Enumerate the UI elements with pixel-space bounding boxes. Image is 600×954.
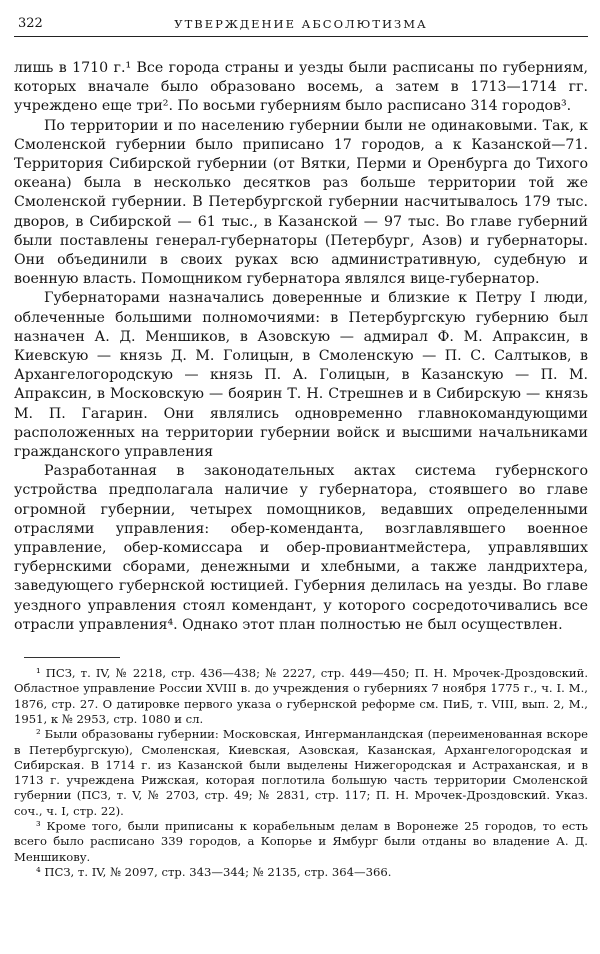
paragraph: Разработанная в законодательных актах система губернского устройства предполагала наличие у губернатора, стоявшего во главе огромной губернии, четырех помощников, ведавших определенными отраслями управления: обер-коменданта, возглавлявшего военное управление, обер-комиссара и обер-провиантмейстера, управлявших губернскими сборами, денежными и хлебными, а также ландрихтера, заведующего губернской юстицией. Губерния делилась на уезды. Во главе уездного управления стоял комендант, у которого сосредоточивались все отрасли управления⁴. Однако этот план полностью не был осуществлен. <box>14 463 588 633</box>
running-title: УТВЕРЖДЕНИЕ АБСОЛЮТИЗМА <box>174 17 428 31</box>
paragraph: лишь в 1710 г.¹ Все города страны и уезды были расписаны по губерниям, которых вначале было образовано восемь, а затем в 1713—1714 гг. учреждено еще три². По восьми губерниям было расписано 314 городов³. <box>14 60 588 115</box>
footnote: ² Были образованы губернии: Московская, Ингерманландская (переименованная вскоре в Петербургскую), Смоленская, Киевская, Азовская, Казанская, Архангелогородская и Сибирская. В 1714 г. из Казанской были выделены Нижегородская и Астраханская, и в 1713 г. учреждена Рижская, которая поглотила большую часть территории Смоленской губернии (ПСЗ, т. V, № 2703, стр. 49; № 2831, стр. 117; П. Н. Мрочек-Дроздовский. Указ. соч., ч. I, стр. 22). <box>14 727 588 818</box>
paragraph: Губернаторами назначались доверенные и близкие к Петру I люди, облеченные большими полномочиями: в Петербургскую губернию был назначен А. Д. Меншиков, в Азовскую — адмирал Ф. М. Апраксин, в Киевскую — князь Д. М. Голицын, в Смоленскую — П. С. Салтыков, в Архангелогородскую — князь П. А. Голицын, в Казанскую — П. М. Апраксин, в Московскую — боярин Т. Н. Стрешнев и в Сибирскую — князь М. П. Гагарин. Они являлись одновременно главнокомандующими расположенных на территории губернии войск и высшими начальниками гражданского управления <box>14 290 588 461</box>
footnote-divider <box>24 657 120 658</box>
page-header <box>14 12 588 37</box>
footnote: ⁴ ПСЗ, т. IV, № 2097, стр. 343—344; № 2135, стр. 364—366. <box>36 864 392 879</box>
page-number: 322 <box>18 16 43 31</box>
footnote: ¹ ПСЗ, т. IV, № 2218, стр. 436—438; № 2227, стр. 449—450; П. Н. Мрочек-Дроздовский. Областное управление России XVIII в. до учреждения о губерниях 7 ноября 1775 г., ч. I. М., 1876, стр. 27. О датировке первого указа о губернской реформе см. ПиБ, т. VIII, вып. 2, М., 1951, к № 2953, стр. 1080 и сл. <box>14 666 588 726</box>
main-text <box>14 59 588 635</box>
footnote: ³ Кроме того, были приписаны к корабельным делам в Воронеже 25 городов, то есть всего было расписано 339 городов, а Копорье и Ямбург были отданы во владение А. Д. Меншикову. <box>14 819 588 864</box>
paragraph: По территории и по населению губернии были не одинаковыми. Так, к Смоленской губернии было приписано 17 городов, а к Казанской—71. Территория Сибирской губернии (от Вятки, Перми и Оренбурга до Тихого океана) была в несколько десятков раз больше территории той же Смоленской губернии. В Петербургской губернии насчитывалось 179 тыс. дворов, в Сибирской — 61 тыс., в Казанской — 97 тыс. Во главе губерний были поставлены генерал-губернаторы (Петербург, Азов) и губернаторы. Они объединили в своих руках всю административную, судебную и военную власть. Помощником губернатора являлся вице-губернатор. <box>14 117 588 288</box>
footnotes <box>14 666 588 880</box>
book-page <box>14 12 588 880</box>
